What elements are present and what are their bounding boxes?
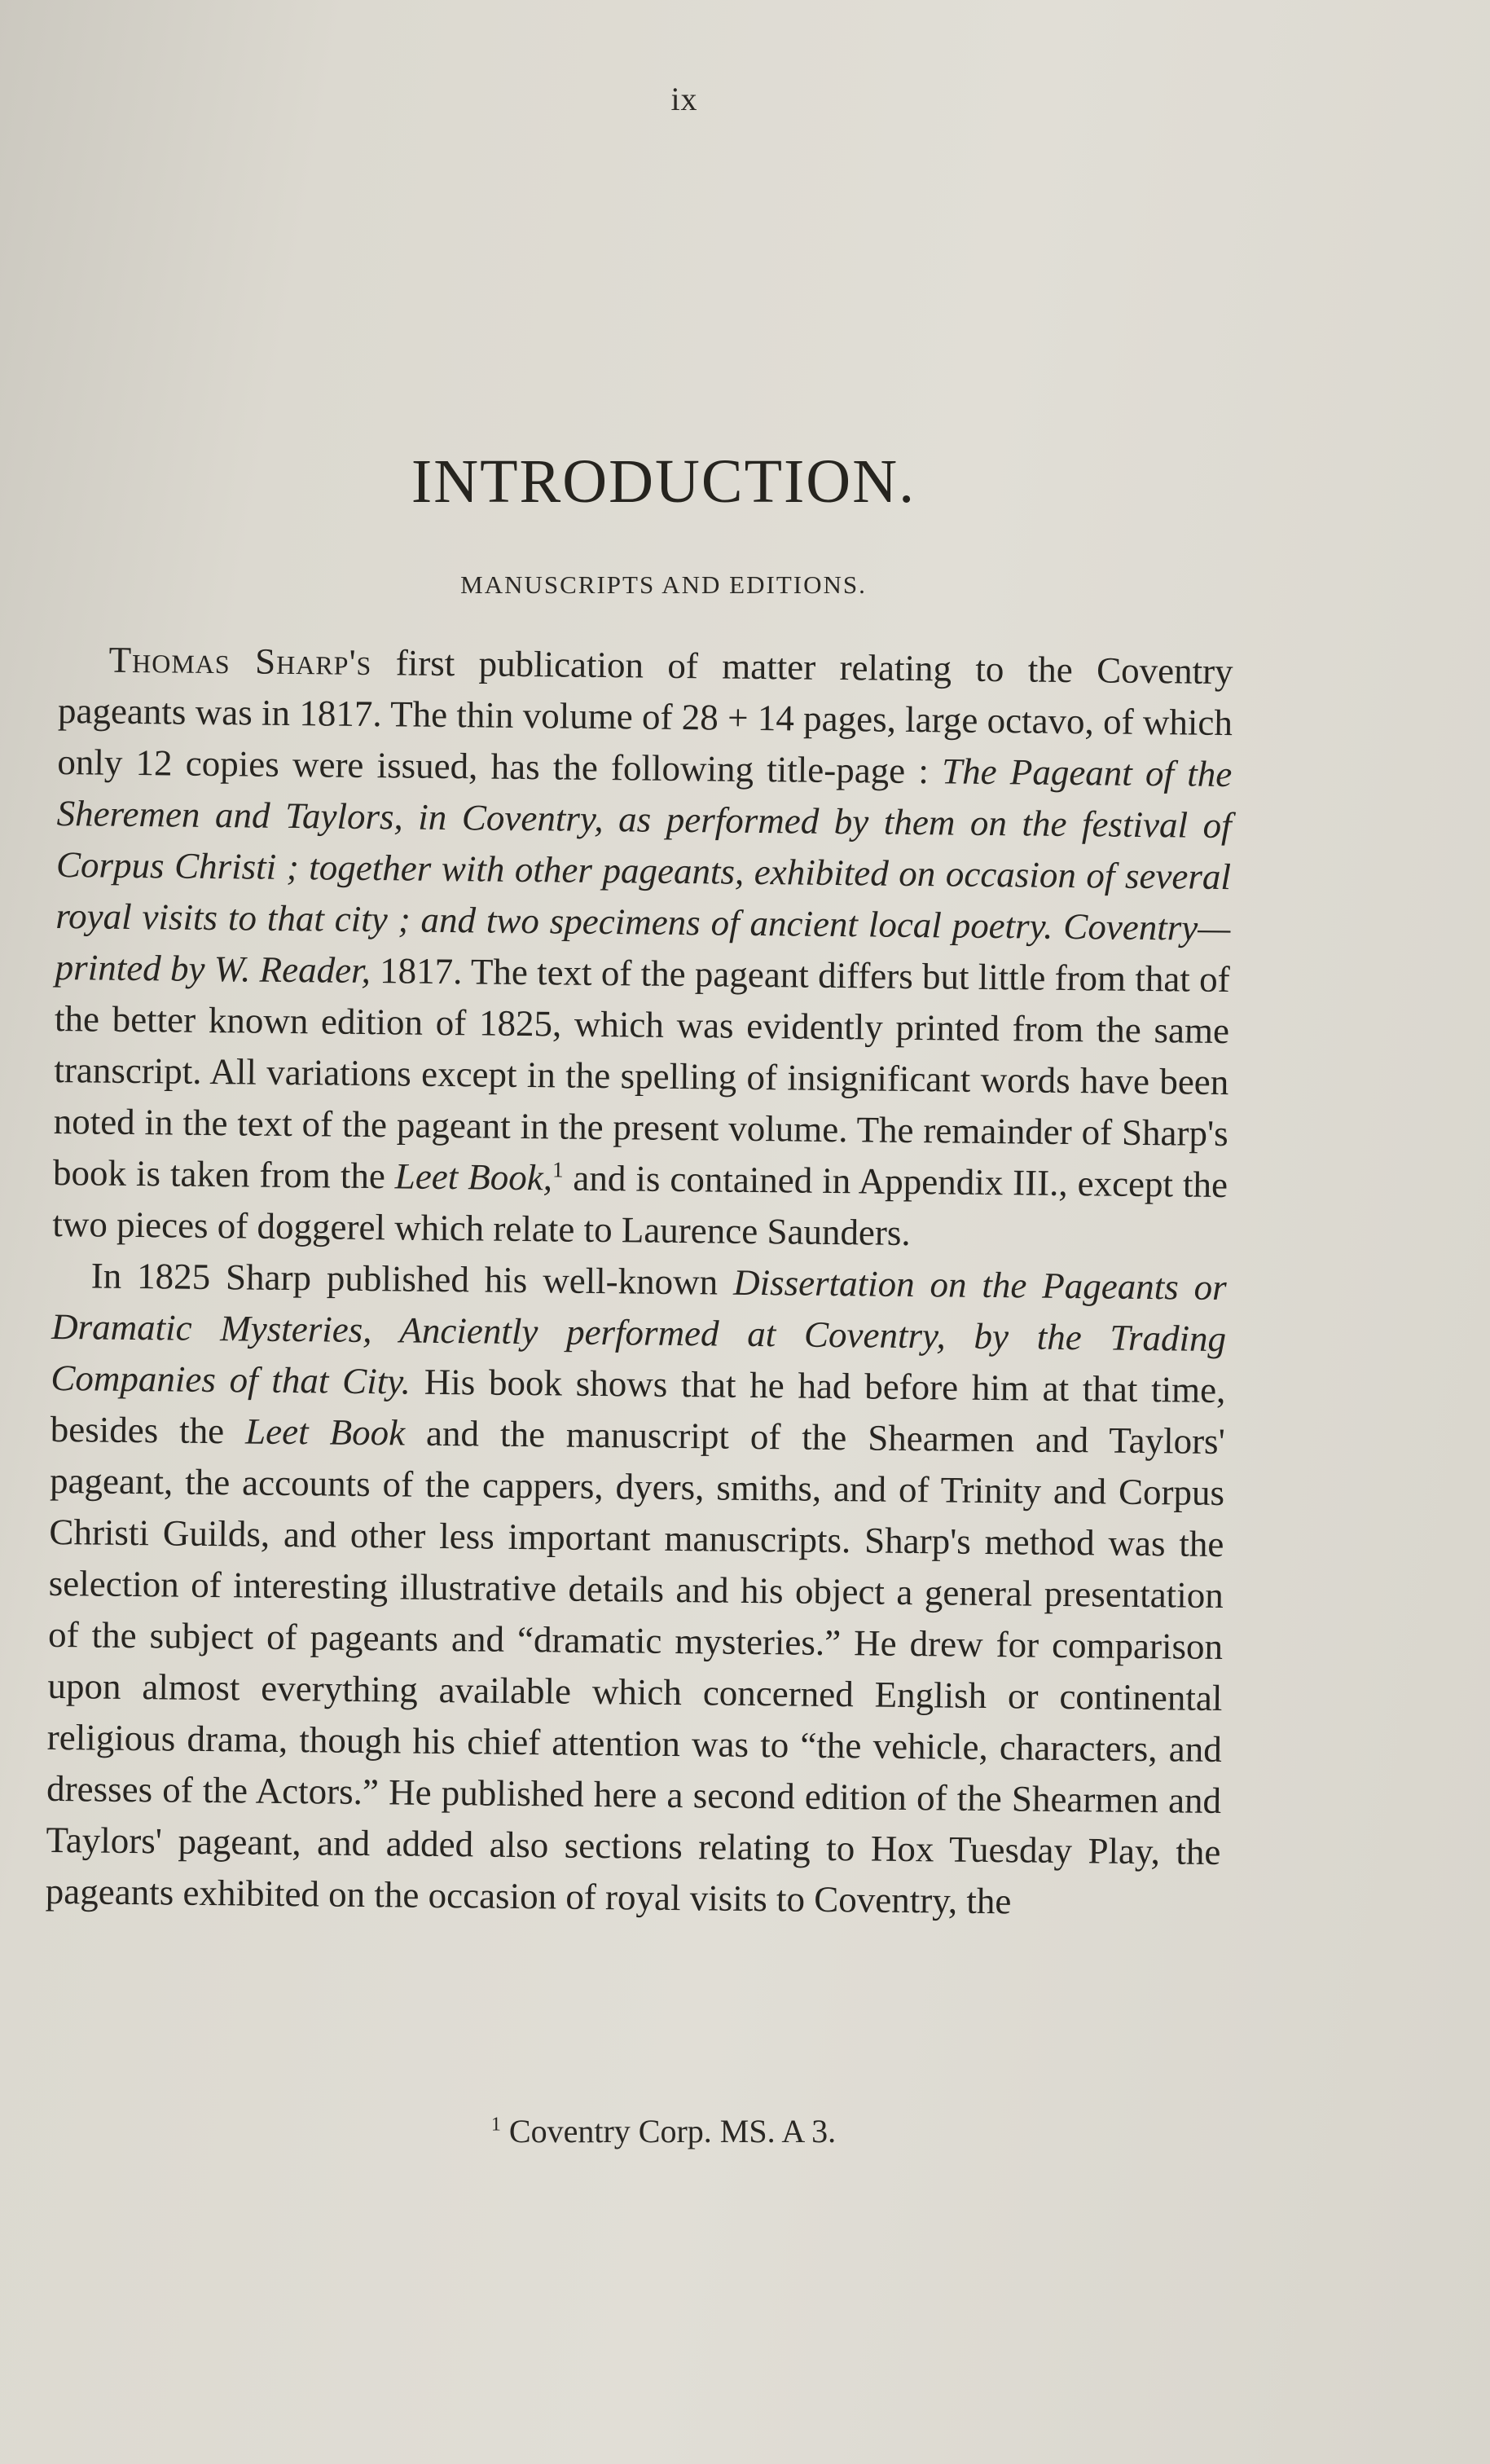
paragraph-1-text-c: and is contained in Appendix III., except the two pieces of doggerel which relate to Laurence Saunders. xyxy=(52,1157,1228,1253)
paragraph-2-text-b: His book shows that he had before him at that time, besides the xyxy=(50,1361,1226,1452)
section-heading: MANUSCRIPTS AND EDITIONS. xyxy=(460,570,867,599)
page-number: ix xyxy=(670,81,698,117)
page-title: INTRODUCTION. xyxy=(411,447,916,516)
author-name: Thomas Sharp's xyxy=(108,639,372,684)
paragraph-1 xyxy=(52,634,1233,1262)
paragraph-2-text-c: and the manuscript of the Shearmen and Taylors' pageant, the accounts of the cappers, dyers, smiths, and of Trinity and Corpus Christi Guilds, and other less important manuscripts. Sharp's method was the selection of interesting illustrative details and his object a general presentation of the subject of pageants and “dramatic mysteries.” He drew for comparison upon almost everything available which concerned English or continental religious drama, though his chief attention was to “the vehicle, characters, and dresses of the Actors.” He published here a second edition of the Shearmen and Taylors' pageant, and added also sections relating to Hox Tuesday Play, the pageants exhibited on the occasion of royal visits to Coventry, the xyxy=(45,1412,1225,1922)
footnote xyxy=(0,2112,1327,2150)
footnote-text: Coventry Corp. MS. A 3. xyxy=(500,2113,837,2149)
leet-book-reference-2: Leet Book xyxy=(244,1410,406,1454)
paragraph-2 xyxy=(46,1250,1227,1929)
paragraph-1-text-b: 1817. The text of the pageant differs but little from that of the better known edition of 1825, which was evidently printed from the same transcript. All variations except in the spelling of insignificant words have been noted in the text of the pageant in the present volume. The remainder of Sharp's book is taken from the xyxy=(52,950,1230,1197)
leet-book-reference: Leet Book, xyxy=(394,1155,553,1199)
paragraph-2-text-a: In 1825 Sharp published his well-known xyxy=(90,1255,734,1303)
footnote-marker: 1 xyxy=(552,1157,564,1182)
title-page-quotation: The Pageant of the Sheremen and Taylors, in Coventry, as performed by them on the festival of Corpus Christi ; together with other pageants, exhibited on occasion of several royal visits to that city ; and two specimens of ancient local poetry. Coventry—printed by W. Reader, xyxy=(55,750,1233,992)
dissertation-title: Dissertation on the Pageants or Dramatic Mysteries, Anciently performed at Coventry, by the Trading Companies of that City. xyxy=(51,1261,1227,1402)
footnote-number: 1 xyxy=(490,2114,501,2136)
paragraph-1-text-a: first publication of matter relating to the Coventry pageants was in 1817. The thin volume of 28 + 14 pages, large octavo, of which only 12 copies were issued, has the following title-page : xyxy=(57,642,1233,792)
body-text xyxy=(46,634,1233,1929)
